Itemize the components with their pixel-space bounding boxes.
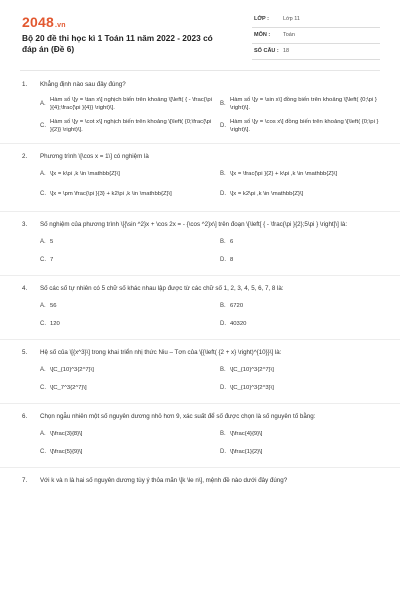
info-value: 18 — [283, 48, 290, 54]
question-number: 7. — [22, 477, 28, 484]
option-text: \[x = \pm \frac{\pi }{3} + k2\pi ,k \in \mathbb{Z}\] — [50, 190, 172, 197]
option-text: 5 — [50, 238, 54, 245]
option-text: \[x = k2\pi ,k \in \mathbb{Z}\] — [230, 190, 304, 197]
option-text: \[C_{10}^3{2^7}\] — [230, 366, 274, 373]
answer-option-a[interactable] — [40, 93, 212, 115]
answer-options — [22, 233, 378, 269]
document-title: Bộ 20 đề thi học kì 1 Toán 11 năm 2022 - 2023 có đáp án (Đề 6) — [22, 33, 213, 54]
option-letter: A. — [40, 302, 46, 309]
option-letter: A. — [40, 170, 46, 177]
info-value: Toán — [283, 32, 295, 38]
option-letter: D. — [220, 190, 226, 197]
answer-option-d[interactable] — [220, 379, 392, 397]
option-letter: D. — [220, 122, 226, 129]
info-row-class — [252, 13, 380, 28]
answer-options — [22, 93, 378, 137]
answer-option-b[interactable] — [220, 165, 392, 183]
answer-option-a[interactable] — [40, 165, 212, 183]
answer-option-b[interactable] — [220, 93, 392, 115]
page-header — [0, 0, 400, 66]
info-label: MÔN : — [254, 32, 271, 38]
answer-option-b[interactable] — [220, 233, 392, 251]
answer-option-d[interactable] — [220, 183, 392, 205]
site-logo[interactable] — [22, 14, 66, 30]
question-1 — [0, 78, 400, 144]
question-6 — [0, 410, 400, 468]
option-text: \[x = k\pi ,k \in \mathbb{Z}\] — [50, 170, 120, 177]
answer-option-a[interactable] — [40, 233, 212, 251]
question-stem — [22, 78, 378, 93]
option-letter: C. — [40, 190, 46, 197]
option-text: \[C_{10}^3{2^7}\] — [50, 366, 94, 373]
question-text: Với k và n là hai số nguyên dương tùy ý thỏa mãn \[k \le n\], mệnh đề nào dưới đây đúng? — [40, 477, 288, 484]
answer-option-c[interactable] — [40, 183, 212, 205]
question-stem — [22, 346, 378, 361]
option-letter: D. — [220, 320, 226, 327]
option-letter: A. — [40, 238, 46, 245]
answer-option-a[interactable] — [40, 425, 212, 443]
answer-option-c[interactable] — [40, 251, 212, 269]
option-letter: A. — [40, 100, 46, 107]
option-text: Hàm số \[y = \sin x\] đồng biến trên khoảng \[\left( {0;\pi } \right)\]. — [230, 96, 377, 111]
question-text: Hệ số của \[{x^3}\] trong khai triển nhị thức Niu – Tơn của \[{\left( {2 + x} \right)^{10}}\] là: — [40, 349, 282, 356]
info-value: Lớp 11 — [283, 16, 300, 22]
answer-option-b[interactable] — [220, 425, 392, 443]
logo-domain: .vn — [54, 22, 66, 29]
answer-option-c[interactable] — [40, 315, 212, 333]
answer-options — [22, 297, 378, 333]
option-text: \[\frac{3}{8}\] — [50, 430, 83, 437]
question-stem — [22, 218, 378, 233]
option-letter: B. — [220, 100, 226, 107]
option-letter: A. — [40, 366, 46, 373]
answer-options — [22, 361, 378, 397]
option-letter: C. — [40, 320, 46, 327]
option-text: Hàm số \[y = \tan x\] nghịch biến trên khoảng \[\left( { - \frac{\pi }{4};\frac{\pi }{4}} \right)\]. — [50, 96, 212, 111]
question-number: 1. — [22, 81, 28, 88]
option-text: Hàm số \[y = \cos x\] đồng biến trên khoảng \[\left( {0;\pi } \right)\]. — [230, 118, 379, 133]
option-letter: C. — [40, 448, 46, 455]
answer-option-c[interactable] — [40, 379, 212, 397]
option-letter: C. — [40, 256, 46, 263]
answer-option-d[interactable] — [220, 115, 392, 137]
answer-option-c[interactable] — [40, 443, 212, 461]
info-panel — [252, 13, 380, 61]
answer-option-c[interactable] — [40, 115, 212, 137]
option-letter: D. — [220, 384, 226, 391]
answer-option-b[interactable] — [220, 297, 392, 315]
question-2 — [0, 150, 400, 212]
question-text: Khẳng định nào sau đây đúng? — [40, 81, 126, 88]
option-text: \[C_7^3{2^7}\] — [50, 384, 87, 391]
option-text: \[x = \frac{\pi }{2} + k\pi ,k \in \mathbb{Z}\] — [230, 170, 338, 177]
option-text: \[\frac{4}{9}\] — [230, 430, 263, 437]
question-3 — [0, 218, 400, 276]
header-divider — [20, 70, 380, 71]
info-label: LỚP : — [254, 16, 269, 22]
question-stem — [22, 410, 378, 425]
option-letter: B. — [220, 366, 226, 373]
option-letter: B. — [220, 238, 226, 245]
option-letter: B. — [220, 170, 226, 177]
question-number: 5. — [22, 349, 28, 356]
question-5 — [0, 346, 400, 404]
question-number: 3. — [22, 221, 28, 228]
question-text: Chọn ngẫu nhiên một số nguyên dương nhỏ hơn 9, xác suất để số được chọn là số nguyên tố bằng: — [40, 413, 316, 420]
question-list — [0, 78, 400, 501]
option-text: 8 — [230, 256, 234, 263]
question-number: 6. — [22, 413, 28, 420]
question-text: Số nghiệm của phương trình \[{\sin ^2}x + \cos 2x = - {\cos ^2}x\] trên đoạn \[\left[ { - \frac{\pi }{2};5\pi } \right]\] là: — [40, 221, 348, 228]
option-letter: B. — [220, 302, 226, 309]
info-row-question-count — [252, 45, 380, 60]
question-text: Phương trình \[\cos x = 1\] có nghiệm là — [40, 153, 149, 160]
option-text: 6 — [230, 238, 234, 245]
answer-options — [22, 165, 378, 205]
answer-option-a[interactable] — [40, 361, 212, 379]
question-7 — [0, 474, 400, 495]
answer-option-d[interactable] — [220, 443, 392, 461]
answer-option-d[interactable] — [220, 251, 392, 269]
question-4 — [0, 282, 400, 340]
info-label: SỐ CÂU : — [254, 48, 279, 54]
option-text: Hàm số \[y = \cot x\] nghịch biến trên khoảng \[\left( {0;\frac{\pi }{2}} \right)\]. — [50, 118, 212, 133]
question-number: 4. — [22, 285, 28, 292]
question-stem — [22, 150, 378, 165]
question-stem — [22, 474, 378, 489]
answer-options — [22, 425, 378, 461]
option-text: 56 — [50, 302, 57, 309]
option-letter: D. — [220, 448, 226, 455]
question-stem — [22, 282, 378, 297]
option-text: 40320 — [230, 320, 247, 327]
option-letter: B. — [220, 430, 226, 437]
option-text: 120 — [50, 320, 60, 327]
answer-option-a[interactable] — [40, 297, 212, 315]
question-number: 2. — [22, 153, 28, 160]
option-letter: A. — [40, 430, 46, 437]
answer-option-d[interactable] — [220, 315, 392, 333]
option-text: \[\frac{5}{9}\] — [50, 448, 83, 455]
option-text: 7 — [50, 256, 54, 263]
question-text: Số các số tự nhiên có 5 chữ số khác nhau lập được từ các chữ số 1, 2, 3, 4, 5, 6, 7, 8 là: — [40, 285, 284, 292]
option-letter: C. — [40, 384, 46, 391]
option-text: 6720 — [230, 302, 244, 309]
info-row-subject — [252, 29, 380, 44]
logo-text: 2048 — [22, 14, 54, 30]
option-letter: C. — [40, 122, 46, 129]
option-text: \[\frac{1}{2}\] — [230, 448, 263, 455]
option-text: \[C_{10}^3{2^3}\] — [230, 384, 274, 391]
answer-option-b[interactable] — [220, 361, 392, 379]
option-letter: D. — [220, 256, 226, 263]
